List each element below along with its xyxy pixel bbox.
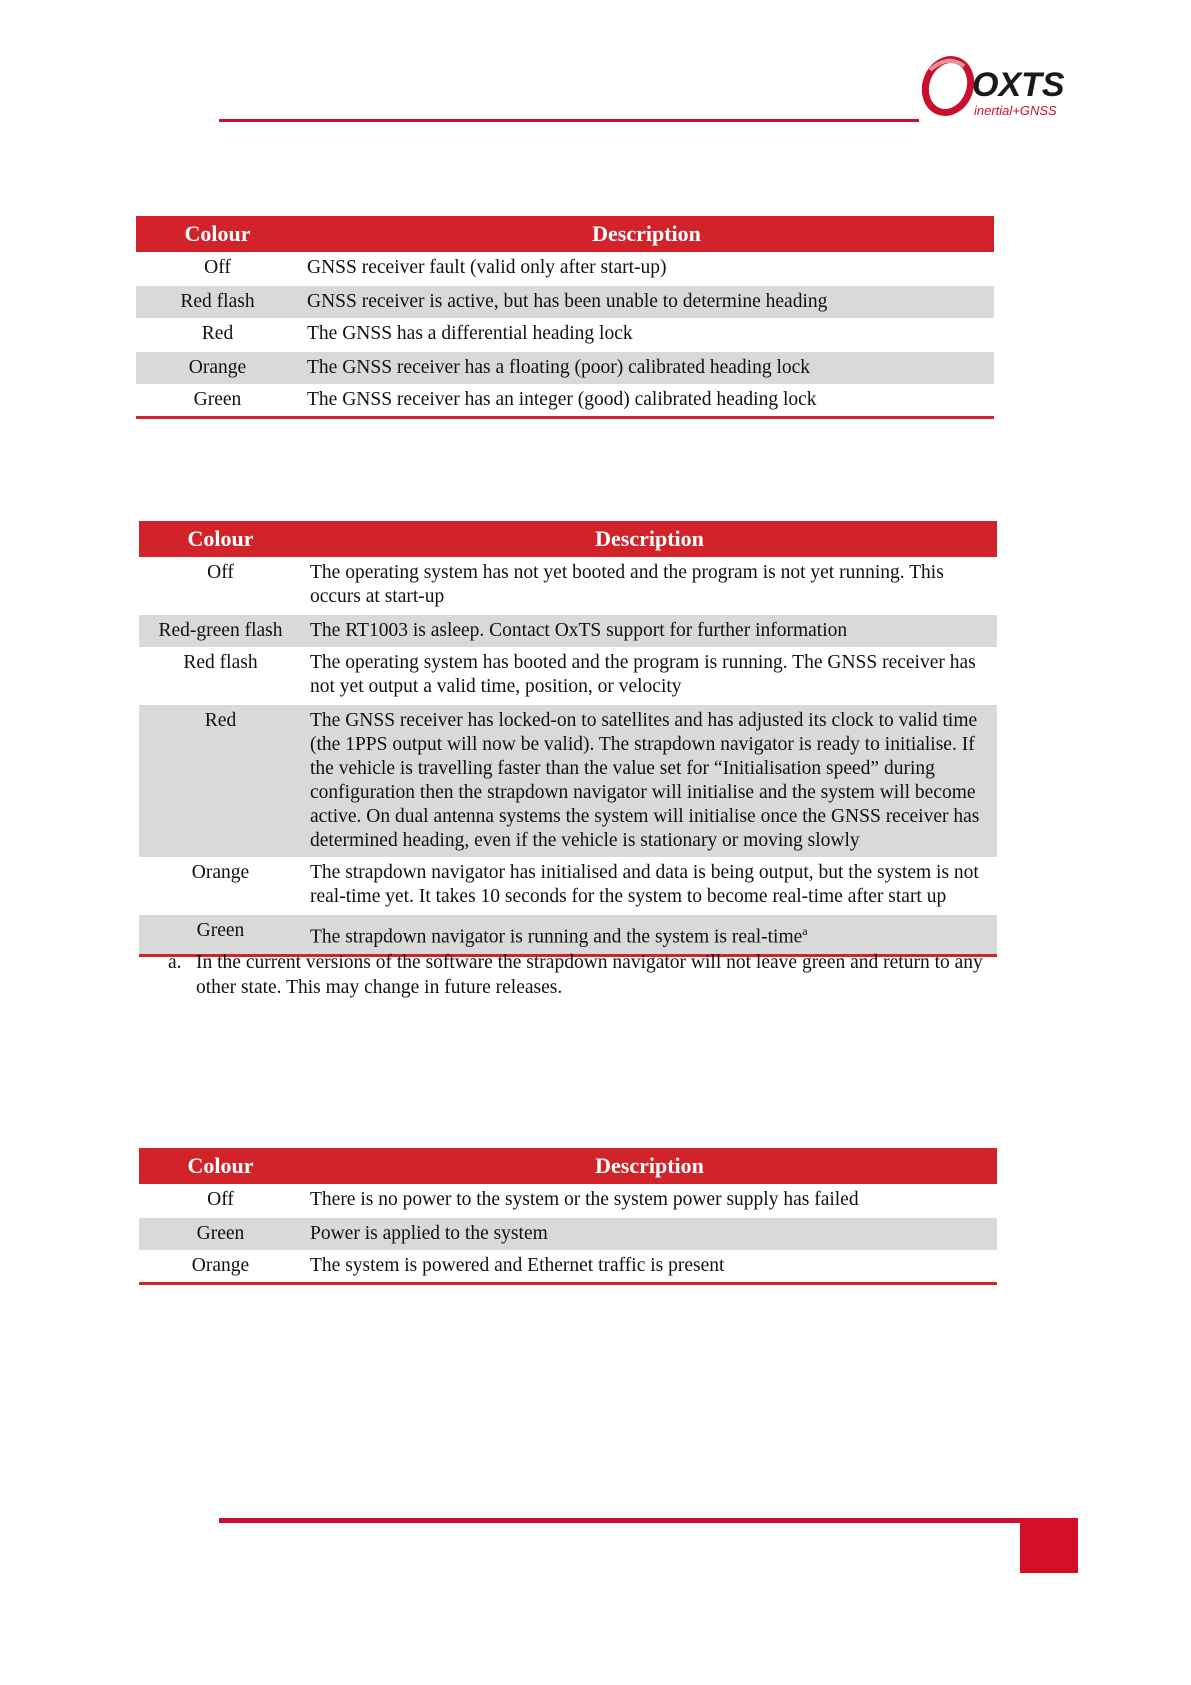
cell-description: Power is applied to the system — [302, 1217, 997, 1250]
cell-colour: Off — [207, 562, 234, 583]
col-header-description: Description — [299, 216, 994, 252]
table-row — [136, 351, 994, 384]
page-number-box — [1020, 1518, 1078, 1573]
cell-colour: Red-green flash — [139, 614, 302, 647]
col-header-description: Description — [302, 521, 997, 557]
cell-colour: Orange — [191, 862, 250, 883]
oxts-logo — [918, 52, 1078, 122]
table-row — [136, 285, 994, 318]
cell-colour: Off — [207, 1189, 234, 1210]
cell-description: GNSS receiver is active, but has been unable to determine heading — [299, 285, 994, 318]
footnote-ref: a — [802, 924, 808, 938]
cell-colour: Red flash — [136, 285, 299, 318]
cell-colour: Green — [136, 384, 299, 418]
table-row — [139, 557, 997, 614]
table-row — [136, 384, 994, 418]
cell-description: The GNSS receiver has an integer (good) calibrated heading lock — [299, 384, 994, 418]
cell-colour: Red flash — [183, 652, 258, 673]
cell-description: The operating system has booted and the program is running. The GNSS receiver has not yet output a valid time, position, or velocity — [310, 652, 976, 697]
gnss-led-table — [136, 216, 994, 419]
cell-colour: Red — [139, 704, 302, 857]
cell-description: GNSS receiver fault (valid only after start-up) — [307, 257, 667, 278]
power-led-table — [139, 1148, 997, 1285]
oxts-logo-graphic — [918, 52, 1078, 122]
table-row — [136, 318, 994, 351]
header-rule — [219, 119, 919, 122]
table-row — [136, 252, 994, 285]
col-header-colour: Colour — [139, 521, 302, 557]
table-header-row — [139, 521, 997, 557]
footnote-text: In the current versions of the software the strapdown navigator will not leave green and return to any other state. This may change in future releases. — [196, 952, 983, 998]
cell-colour: Off — [204, 257, 231, 278]
col-header-colour: Colour — [136, 216, 299, 252]
cell-description: The RT1003 is asleep. Contact OxTS support for further information — [302, 614, 997, 647]
table-header-row — [139, 1148, 997, 1184]
col-header-description: Description — [302, 1148, 997, 1184]
cell-description: The GNSS receiver has locked-on to satellites and has adjusted its clock to valid time (the 1PPS output will now be valid). The strapdown navigator is ready to initialise. If the vehicle is travelling faster than the value set for “Initialisation speed” during configuration then the strapdown navigator will initialise and the system will become active. On dual antenna systems the system will initialise once the GNSS receiver has determined heading, even if the vehicle is stationary or moving slowly — [302, 704, 997, 857]
cell-description: The GNSS has a differential heading lock — [307, 323, 633, 344]
cell-colour: Orange — [136, 351, 299, 384]
table-row — [139, 857, 997, 914]
table-row — [139, 914, 997, 955]
cell-description: The GNSS receiver has a floating (poor) calibrated heading lock — [299, 351, 994, 384]
table-row — [139, 1250, 997, 1284]
table-row — [139, 1217, 997, 1250]
cell-colour: Red — [201, 323, 234, 344]
cell-colour: Green — [139, 1217, 302, 1250]
system-led-table — [139, 521, 997, 957]
cell-colour: Green — [139, 914, 302, 955]
table-row — [139, 614, 997, 647]
cell-description-text: The strapdown navigator is running and the system is real-time — [310, 926, 803, 948]
cell-description: The strapdown navigator has initialised and data is being output, but the system is not real-time yet. It takes 10 seconds for the system to become real-time after start up — [310, 862, 979, 907]
cell-description — [302, 914, 997, 955]
logo-brand: OXTS — [972, 66, 1065, 104]
table-row — [139, 1184, 997, 1217]
table-row — [139, 704, 997, 857]
col-header-colour: Colour — [139, 1148, 302, 1184]
logo-tagline: inertial+GNSS — [974, 103, 1057, 118]
table-header-row — [136, 216, 994, 252]
cell-colour: Orange — [139, 1250, 302, 1284]
footnote-label: a. — [168, 952, 182, 973]
cell-description: The operating system has not yet booted and the program is not yet running. This occurs at start-up — [310, 562, 944, 607]
cell-description: The system is powered and Ethernet traffic is present — [302, 1250, 997, 1284]
table-row — [139, 647, 997, 704]
cell-description: There is no power to the system or the system power supply has failed — [310, 1189, 859, 1210]
footer-rule — [219, 1518, 1024, 1523]
